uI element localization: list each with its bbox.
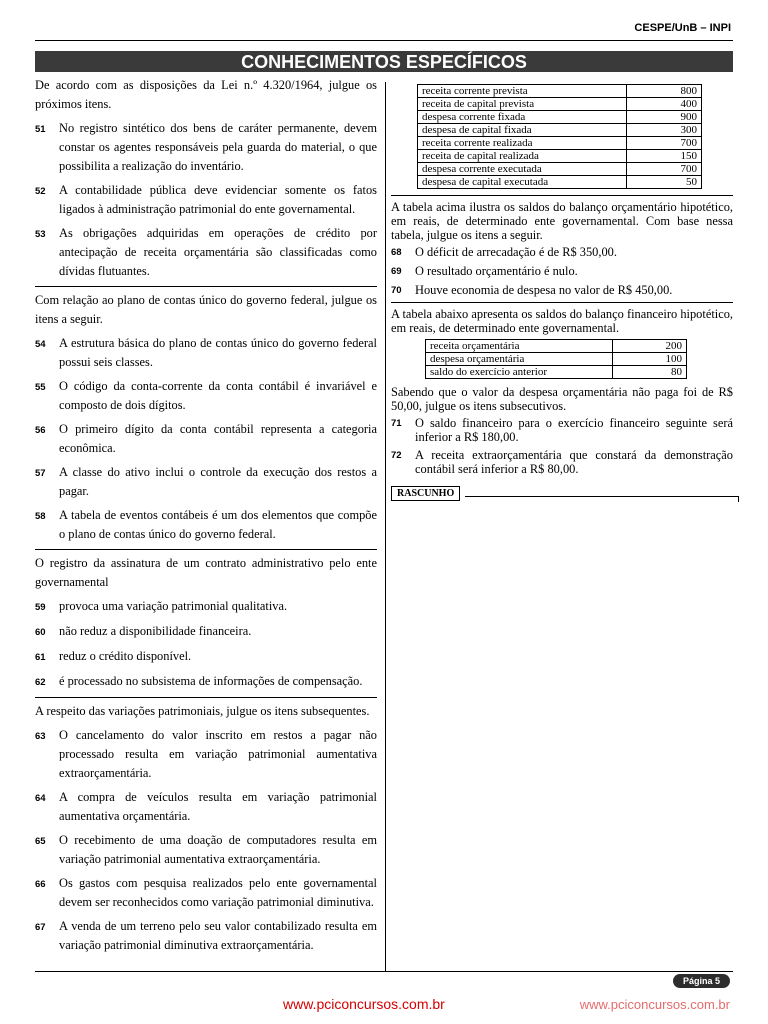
items-group-4 <box>35 726 377 955</box>
question-text: A estrutura básica do plano de contas único do governo federal possui seis classes. <box>59 336 377 369</box>
table-cell-label: receita de capital realizada <box>418 150 627 163</box>
question-item-62 <box>35 672 377 692</box>
question-text: A compra de veículos resulta em variação patrimonial aumentativa orçamentária. <box>59 790 377 823</box>
table-row <box>426 353 687 366</box>
question-text: Os gastos com pesquisa realizados pelo ente governamental devem ser reconhecidos como variação patrimonial diminutiva. <box>59 876 377 909</box>
question-item-51 <box>35 119 377 176</box>
question-number: 72 <box>391 450 402 461</box>
question-number: 71 <box>391 418 402 429</box>
question-item-52 <box>35 181 377 219</box>
question-item-65 <box>35 831 377 869</box>
table-row <box>418 176 702 189</box>
table-cell-label: despesa corrente executada <box>418 163 627 176</box>
question-text: provoca uma variação patrimonial qualitativa. <box>59 599 288 613</box>
table-cell-label: receita corrente realizada <box>418 137 627 150</box>
table-cell-label: receita orçamentária <box>426 340 613 353</box>
table-cell-label: receita corrente prevista <box>418 85 627 98</box>
table-cell-label: despesa de capital fixada <box>418 124 627 137</box>
items-group-5 <box>391 245 733 298</box>
section-banner: CONHECIMENTOS ESPECÍFICOS <box>35 51 733 72</box>
question-item-61 <box>35 647 377 667</box>
question-number: 58 <box>35 511 46 522</box>
question-text: No registro sintético dos bens de caráter permanente, devem constar os agentes responsáveis pela guarda do material, o que possibilita a realização do inventário. <box>59 121 377 173</box>
question-item-68 <box>391 245 733 260</box>
question-number: 67 <box>35 922 46 933</box>
right-column <box>391 84 733 506</box>
rascunho-tick <box>738 496 739 502</box>
exam-header: CESPE/UnB – INPI <box>634 22 731 34</box>
separator <box>35 286 377 287</box>
question-item-60 <box>35 622 377 642</box>
question-item-59 <box>35 597 377 617</box>
question-item-71 <box>391 416 733 444</box>
items-group-3 <box>35 597 377 692</box>
left-column <box>35 76 377 960</box>
question-number: 60 <box>35 627 46 638</box>
question-item-63 <box>35 726 377 783</box>
separator <box>391 302 733 303</box>
table-cell-value: 700 <box>627 137 702 150</box>
intro-plano-contas: Com relação ao plano de contas único do governo federal, julgue os itens a seguir. <box>35 293 377 326</box>
intro-balanco-orcamentario: A tabela acima ilustra os saldos do balanço orçamentário hipotético, em reais, de determinado ente governamental. Com base nessa tabela, julgue os itens a seguir. <box>391 200 733 242</box>
table-row <box>418 85 702 98</box>
question-number: 59 <box>35 602 46 613</box>
question-item-70 <box>391 283 733 298</box>
table-cell-label: saldo do exercício anterior <box>426 366 613 379</box>
table-cell-value: 700 <box>627 163 702 176</box>
table-cell-label: despesa de capital executada <box>418 176 627 189</box>
question-item-54 <box>35 334 377 372</box>
rascunho-area <box>391 486 733 506</box>
question-number: 55 <box>35 382 46 393</box>
page-number-badge: Página 5 <box>673 974 730 988</box>
question-number: 61 <box>35 652 46 663</box>
footer-rule <box>35 971 733 972</box>
question-item-72 <box>391 448 733 476</box>
table-row <box>418 124 702 137</box>
separator <box>35 549 377 550</box>
table-row <box>418 137 702 150</box>
question-number: 56 <box>35 425 46 436</box>
items-group-6 <box>391 416 733 476</box>
table-cell-label: receita de capital prevista <box>418 98 627 111</box>
question-item-55 <box>35 377 377 415</box>
table-cell-label: despesa orçamentária <box>426 353 613 366</box>
rascunho-label: RASCUNHO <box>391 486 460 501</box>
table-row <box>418 150 702 163</box>
question-number: 63 <box>35 731 46 742</box>
items-group-1 <box>35 119 377 281</box>
column-divider <box>385 82 386 972</box>
table-cell-value: 400 <box>627 98 702 111</box>
question-text: reduz o crédito disponível. <box>59 649 192 663</box>
table-cell-value: 300 <box>627 124 702 137</box>
intro-variacoes: A respeito das variações patrimoniais, julgue os itens subsequentes. <box>35 704 370 718</box>
intro-contrato: O registro da assinatura de um contrato administrativo pelo ente governamental <box>35 556 377 589</box>
question-number: 53 <box>35 229 46 240</box>
question-text: A tabela de eventos contábeis é um dos elementos que compõe o plano de contas único do governo federal. <box>59 508 377 541</box>
watermark-url: www.pciconcursos.com.br <box>579 997 730 1012</box>
question-number: 66 <box>35 879 46 890</box>
question-item-66 <box>35 874 377 912</box>
separator <box>391 195 733 196</box>
question-text: Houve economia de despesa no valor de R$ 450,00. <box>415 283 673 297</box>
question-text: A receita extraorçamentária que constará da demonstração contábil será inferior a R$ 80,00. <box>415 448 733 476</box>
question-text: O primeiro dígito da conta contábil representa a categoria econômica. <box>59 422 377 455</box>
table-cell-value: 150 <box>627 150 702 163</box>
header-rule <box>35 40 733 41</box>
question-text: A contabilidade pública deve evidenciar somente os fatos ligados à administração patrimonial do ente governamental. <box>59 183 377 216</box>
question-number: 54 <box>35 339 46 350</box>
table-cell-value: 900 <box>627 111 702 124</box>
table-row <box>426 366 687 379</box>
question-item-69 <box>391 264 733 279</box>
balanco-financeiro-table <box>425 339 687 379</box>
question-item-53 <box>35 224 377 281</box>
question-item-56 <box>35 420 377 458</box>
question-number: 52 <box>35 186 46 197</box>
table-cell-value: 100 <box>613 353 687 366</box>
question-number: 69 <box>391 266 402 277</box>
items-group-2 <box>35 334 377 544</box>
table-cell-value: 80 <box>613 366 687 379</box>
question-number: 64 <box>35 793 46 804</box>
table-row <box>418 163 702 176</box>
question-text: O resultado orçamentário é nulo. <box>415 264 578 278</box>
table-cell-value: 800 <box>627 85 702 98</box>
table-row <box>426 340 687 353</box>
question-text: As obrigações adquiridas em operações de crédito por antecipação de receita orçamentária são classificadas como dívidas flutuantes. <box>59 226 377 278</box>
question-text: O saldo financeiro para o exercício financeiro seguinte será inferior a R$ 180,00. <box>415 416 733 444</box>
footer-url-link[interactable]: www.pciconcursos.com.br <box>283 996 445 1012</box>
intro-lei-4320: De acordo com as disposições da Lei n.º 4.320/1964, julgue os próximos itens. <box>35 78 377 111</box>
question-number: 57 <box>35 468 46 479</box>
question-text: não reduz a disponibilidade financeira. <box>59 624 252 638</box>
question-number: 65 <box>35 836 46 847</box>
question-item-58 <box>35 506 377 544</box>
balanco-orcamentario-table <box>417 84 702 189</box>
question-text: A venda de um terreno pelo seu valor contabilizado resulta em variação patrimonial diminutiva extraorçamentária. <box>59 919 377 952</box>
table-row <box>418 111 702 124</box>
table-row <box>418 98 702 111</box>
question-number: 70 <box>391 285 402 296</box>
question-text: é processado no subsistema de informações de compensação. <box>59 674 363 688</box>
question-text: O déficit de arrecadação é de R$ 350,00. <box>415 245 617 259</box>
rascunho-line <box>465 496 739 497</box>
table-cell-value: 50 <box>627 176 702 189</box>
question-text: O recebimento de uma doação de computadores resulta em variação patrimonial aumentativa extraorçamentária. <box>59 833 377 866</box>
question-number: 68 <box>391 247 402 258</box>
table-cell-label: despesa corrente fixada <box>418 111 627 124</box>
question-item-64 <box>35 788 377 826</box>
question-number: 62 <box>35 677 46 688</box>
intro-balanco-financeiro: A tabela abaixo apresenta os saldos do balanço financeiro hipotético, em reais, de determinado ente governamental. <box>391 307 733 335</box>
question-item-57 <box>35 463 377 501</box>
separator <box>35 697 377 698</box>
question-item-67 <box>35 917 377 955</box>
question-text: O cancelamento do valor inscrito em restos a pagar não processado resulta em variação patrimonial aumentativa extraorçamentária. <box>59 728 377 780</box>
question-text: A classe do ativo inclui o controle da execução dos restos a pagar. <box>59 465 377 498</box>
question-text: O código da conta-corrente da conta contábil é invariável e composto de dois dígitos. <box>59 379 377 412</box>
table-cell-value: 200 <box>613 340 687 353</box>
intro-despesa-nao-paga: Sabendo que o valor da despesa orçamentária não paga foi de R$ 50,00, julgue os itens subsecutivos. <box>391 385 733 413</box>
question-number: 51 <box>35 124 46 135</box>
